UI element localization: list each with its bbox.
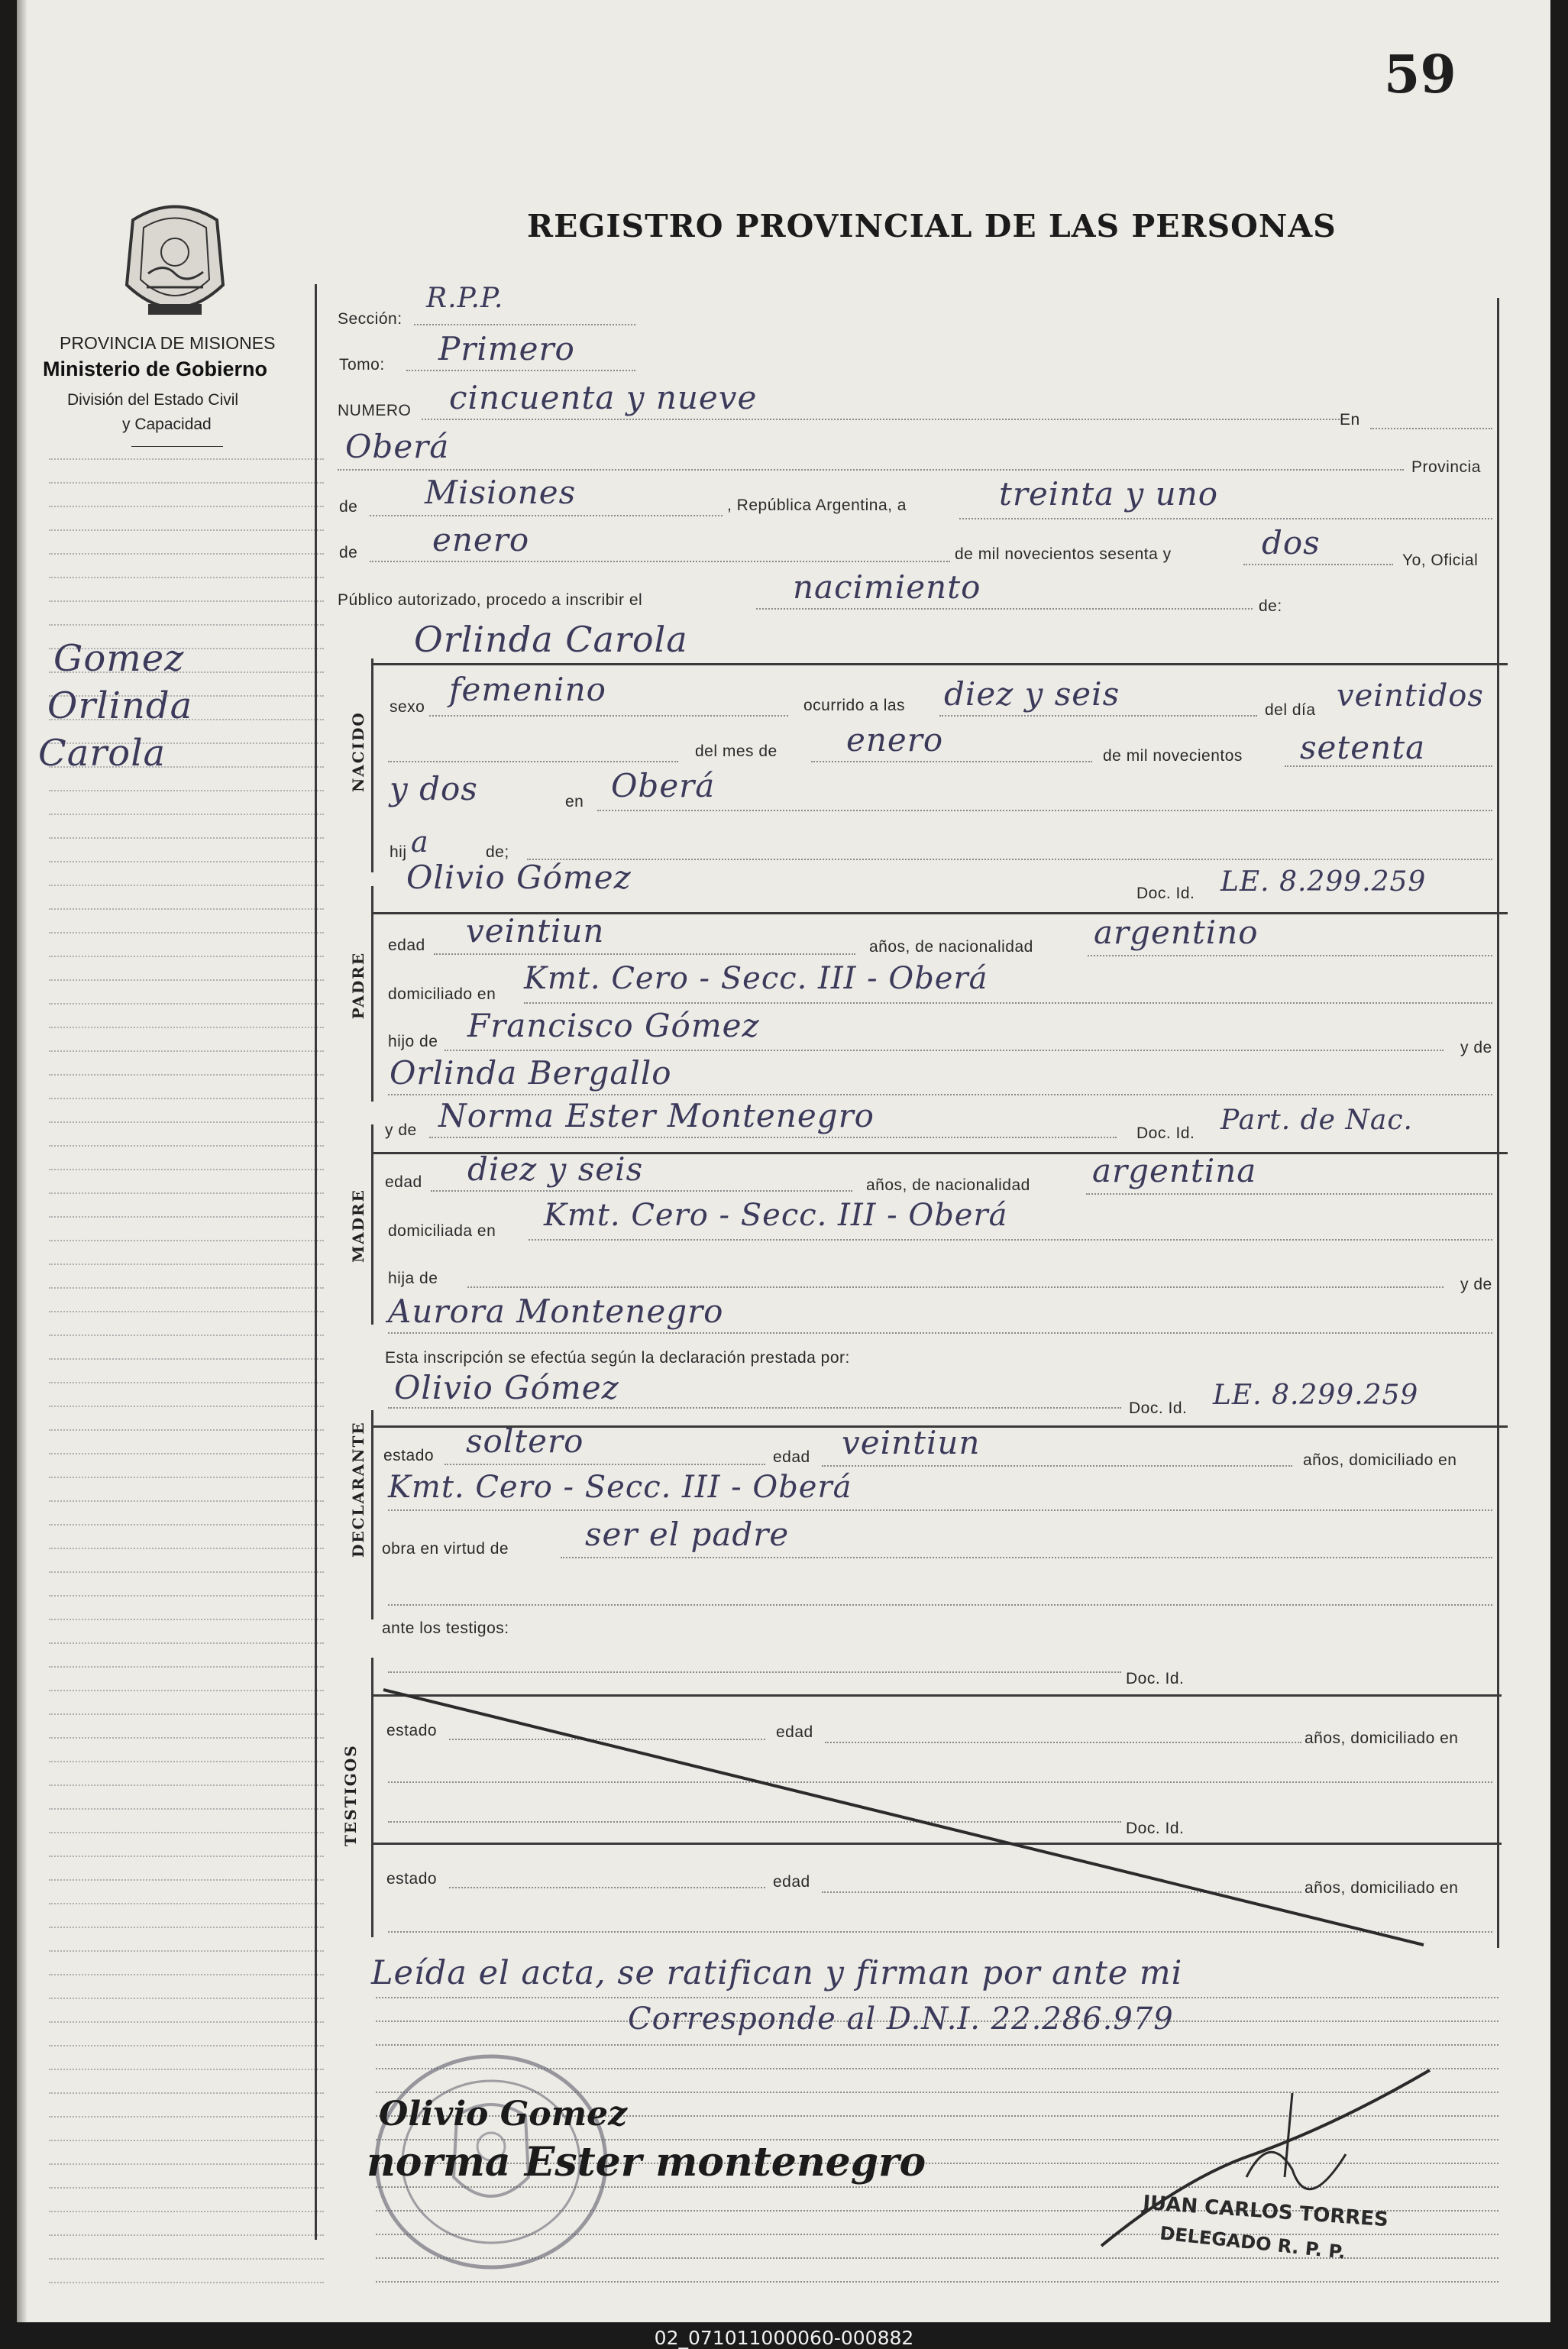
de2-label: de xyxy=(339,544,358,561)
padre-edad-label: edad xyxy=(388,937,425,954)
hij-de-label: de; xyxy=(486,843,509,861)
signature-2: norma Ester montenegro xyxy=(367,2139,926,2186)
padre-dom-label: domiciliado en xyxy=(388,985,496,1003)
madre-abuela-value: Aurora Montenegro xyxy=(388,1293,724,1330)
padre-yde-label: y de xyxy=(1460,1039,1492,1056)
tomo-label: Tomo: xyxy=(339,356,385,374)
madre-hija-yde-label: y de xyxy=(1460,1276,1492,1293)
page-title: REGISTRO PROVINCIAL DE LAS PERSONAS xyxy=(527,208,1337,244)
testigo1-edad-label: edad xyxy=(776,1723,813,1741)
padre-edad-value: veintiun xyxy=(466,912,605,950)
declarante-dom-label: años, domiciliado en xyxy=(1303,1451,1457,1469)
institution-line3: División del Estado Civil xyxy=(67,391,239,409)
institution-line4: y Capacidad xyxy=(122,416,212,433)
mes-nac-value: enero xyxy=(846,721,944,759)
closing-ruled-line xyxy=(376,2044,1498,2046)
declarante-section-label: DECLARANTE xyxy=(349,1421,367,1558)
dia-value: treinta y uno xyxy=(999,475,1219,513)
testigo1-doc-label: Doc. Id. xyxy=(1126,1670,1185,1687)
dia-nacimiento-value: veintidos xyxy=(1337,678,1484,713)
de-label: de xyxy=(339,498,358,516)
madre-nombre: Norma Ester Montenegro xyxy=(438,1097,875,1134)
seccion-value: R.P.P. xyxy=(426,283,504,314)
mes-value: enero xyxy=(432,521,530,558)
madre-dom-value: Kmt. Cero - Secc. III - Oberá xyxy=(544,1198,1008,1233)
republica-label: , República Argentina, a xyxy=(727,497,907,514)
padre-dom-value: Kmt. Cero - Secc. III - Oberá xyxy=(524,961,988,996)
official-name: JUAN CARLOS TORRES xyxy=(1142,2191,1389,2232)
mes-label: del mes de xyxy=(695,743,778,760)
declarante-doc-value: LE. 8.299.259 xyxy=(1213,1380,1419,1411)
mil-label: de mil novecientos xyxy=(1103,747,1243,765)
madre-hija-label: hija de xyxy=(388,1270,438,1287)
sexo-value: femenino xyxy=(449,671,606,708)
declarante-doc-label: Doc. Id. xyxy=(1129,1399,1188,1417)
official-title: DELEGADO R. P. P. xyxy=(1159,2222,1347,2263)
lugar-nac-value: Oberá xyxy=(611,767,716,804)
anio-nac-value: setenta xyxy=(1300,729,1426,766)
institution-line1: PROVINCIA DE MISIONES xyxy=(60,333,276,353)
declarante-obra-value: ser el padre xyxy=(585,1516,790,1553)
madre-edad-value: diez y seis xyxy=(467,1150,644,1188)
testigo2-dom-label: años, domiciliado en xyxy=(1305,1879,1459,1897)
publico-label: Público autorizado, procedo a inscribir el xyxy=(338,591,643,609)
declarante-dom-value: Kmt. Cero - Secc. III - Oberá xyxy=(388,1470,852,1505)
hij-suffix: a xyxy=(411,825,429,859)
closing-ruled-line xyxy=(376,1997,1498,1998)
provincia-value: Misiones xyxy=(425,474,577,511)
padre-hijo-value: Francisco Gómez xyxy=(467,1007,760,1044)
sexo-label: sexo xyxy=(390,698,425,716)
testigos-section-label: TESTIGOS xyxy=(341,1744,360,1846)
en-label: En xyxy=(1340,411,1360,429)
anio-label: de mil novecientos sesenta y xyxy=(955,545,1172,563)
acto-value: nacimiento xyxy=(793,568,981,606)
padre-nac-label: años, de nacionalidad xyxy=(869,938,1033,956)
declarante-nombre: Olivio Gómez xyxy=(394,1369,619,1406)
padre-doc-label: Doc. Id. xyxy=(1136,885,1195,902)
testigo1-dom-label: años, domiciliado en xyxy=(1305,1729,1459,1747)
institution-line2: Ministerio de Gobierno xyxy=(43,358,268,380)
signature-1: Olivio Gomez xyxy=(379,2095,628,2134)
closing-line2: Corresponde al D.N.I. 22.286.979 xyxy=(628,2001,1174,2037)
closing-line1: Leída el acta, se ratifican y firman por ante mi xyxy=(371,1954,1183,1992)
padre-yde-value: Orlinda Bergallo xyxy=(390,1054,672,1092)
provincia-label: Provincia xyxy=(1411,458,1481,476)
hora-value: diez y seis xyxy=(944,675,1120,713)
testigo2-edad-label: edad xyxy=(773,1873,810,1891)
official-signature-scribble xyxy=(1094,2063,1453,2261)
nacido-section-label: NACIDO xyxy=(349,711,367,792)
seccion-label: Sección: xyxy=(338,310,403,328)
en-nac-label: en xyxy=(565,793,584,811)
madre-doc-value: Part. de Nac. xyxy=(1220,1105,1413,1136)
closing-ruled-line xyxy=(376,2281,1498,2283)
oficial-label: Yo, Oficial xyxy=(1402,552,1479,569)
madre-section-label: MADRE xyxy=(349,1189,367,1263)
madre-doc-label: Doc. Id. xyxy=(1136,1124,1195,1142)
hij-label: hij xyxy=(390,843,407,861)
declarante-estado-label: estado xyxy=(383,1447,435,1464)
padre-section-label: PADRE xyxy=(349,951,367,1020)
declarante-obra-label: obra en virtud de xyxy=(382,1540,509,1558)
madre-dom-label: domiciliada en xyxy=(388,1222,496,1240)
margin-note-line2: Orlinda xyxy=(47,684,193,727)
padre-nombre: Olivio Gómez xyxy=(406,859,632,896)
padre-nac-value: argentino xyxy=(1094,914,1259,951)
lugar-value: Oberá xyxy=(345,428,450,465)
scan-id: 02_071011000060-000882 xyxy=(654,2327,914,2349)
numero-label: NUMERO xyxy=(338,402,412,419)
page-number: 59 xyxy=(1384,44,1456,105)
margin-note-line1: Gomez xyxy=(53,637,185,680)
testigos-label: ante los testigos: xyxy=(382,1619,509,1637)
madre-edad-label: edad xyxy=(385,1173,422,1191)
madre-nac-value: argentina xyxy=(1092,1152,1257,1189)
ocurrido-label: ocurrido a las xyxy=(803,697,906,714)
padre-doc-value: LE. 8.299.259 xyxy=(1220,866,1427,898)
nacido-nombre: Orlinda Carola xyxy=(414,619,688,660)
madre-yde-label: y de xyxy=(385,1121,417,1139)
declaracion-label: Esta inscripción se efectúa según la declaración prestada por: xyxy=(385,1349,850,1367)
padre-hijo-label: hijo de xyxy=(388,1033,438,1050)
declarante-estado-value: soltero xyxy=(466,1422,584,1460)
testigo2-doc-label: Doc. Id. xyxy=(1126,1820,1185,1837)
margin-note-line3: Carola xyxy=(38,732,166,775)
madre-nac-label: años, de nacionalidad xyxy=(866,1176,1030,1194)
declarante-edad-label: edad xyxy=(773,1448,810,1466)
declarante-edad-value: veintiun xyxy=(842,1424,981,1461)
document-page xyxy=(17,0,1550,2322)
de-colon-label: de: xyxy=(1259,597,1282,615)
anio-value: dos xyxy=(1262,524,1321,561)
tomo-value: Primero xyxy=(438,330,575,367)
testigo1-estado-label: estado xyxy=(386,1722,438,1739)
numero-value: cincuenta y nueve xyxy=(449,379,758,416)
dia-label: del día xyxy=(1265,701,1316,719)
testigo2-estado-label: estado xyxy=(386,1870,438,1888)
anio-nac-cont: y dos xyxy=(390,770,478,807)
